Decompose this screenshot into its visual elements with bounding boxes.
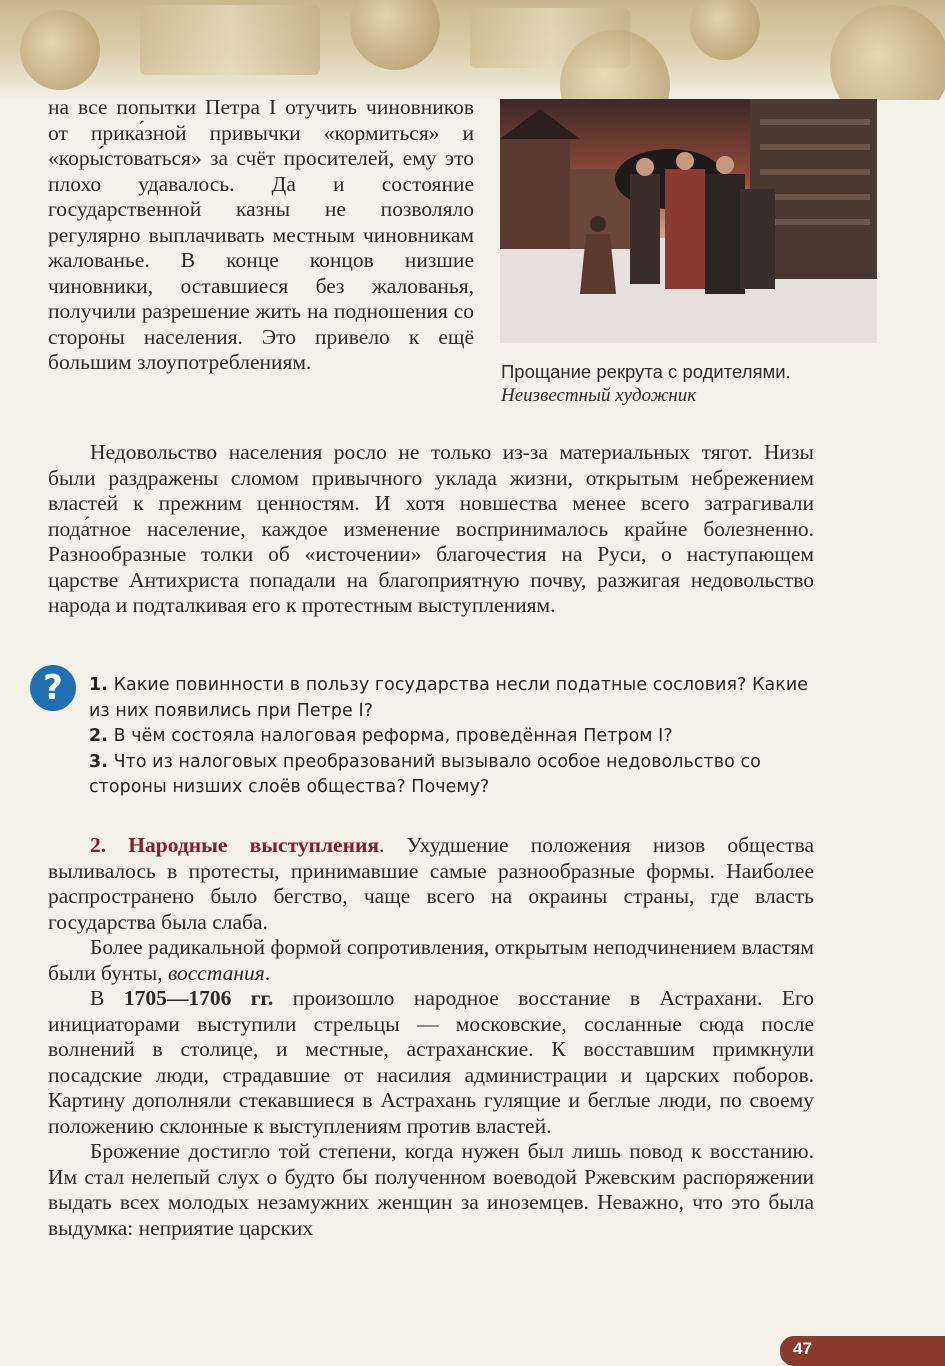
paragraph-text: . bbox=[264, 960, 271, 985]
question-item bbox=[89, 724, 829, 750]
paragraph bbox=[48, 935, 814, 986]
question-number: 2. bbox=[89, 726, 108, 746]
question-number: 3. bbox=[89, 751, 108, 772]
paragraph bbox=[48, 833, 814, 935]
paragraph: Недовольство населения росло не только из-за материальных тягот. Низы были раздражены сломом привычного уклада жизни, открытым небрежением властей к прежним ценностям. И хотя новшества менее всего затрагивали пода́тное население, каждое изменение воспринималось крайне болезненно. Разнообразные толки об «источении» благочестия на Руси, о наступающем царстве Антихриста попадали на благоприятную почву, разжигая недовольство народа и подталкивая его к протестным выступлениям. bbox=[48, 440, 814, 617]
page-number: 47 bbox=[793, 1339, 812, 1358]
question-item bbox=[89, 750, 829, 801]
coin-decoration bbox=[350, 0, 440, 70]
paragraph-text: Более радикальной формой сопротивления, открытым неподчинением властям были бунты, bbox=[48, 935, 814, 985]
paragraph: на все попытки Петра I отучить чиновников от прика́зной привычки «кормиться» и «коры́стоваться» за счёт просителей, ему это плохо удавалось. Да и состояние государственной казны не позволяло регулярно выплачивать местным чиновникам жалованье. В конце концов низшие чиновники, оставшиеся без жалованья, получили разрешение жить на подношения со стороны населения. Это привело к ещё большим злоупотреблениям. bbox=[48, 95, 474, 374]
painting-illustration bbox=[500, 99, 877, 343]
intro-column bbox=[48, 95, 474, 376]
caption-author: Неизвестный художник bbox=[501, 385, 697, 406]
caption-title: Прощание рекрута с родителями. bbox=[501, 361, 791, 382]
paragraph-text: В bbox=[90, 986, 124, 1010]
paragraph bbox=[48, 986, 814, 1139]
question-number: 1. bbox=[89, 675, 108, 695]
date: 1705—1706 гг. bbox=[123, 986, 274, 1010]
term: восстания bbox=[167, 960, 265, 985]
medal-decoration bbox=[830, 5, 945, 100]
coin-decoration bbox=[20, 10, 100, 90]
paragraph-text: . Ухудшение положения низов общества выливалось в протесты, принимавшие самые разнообразные формы. Наиболее распространено было бегство, чаще всего на окраины страны, где власть государства была слаба. bbox=[48, 833, 814, 934]
section-block bbox=[48, 833, 814, 1241]
question-text: Какие повинности в пользу государства несли податные сословия? Какие из них появились при Петре I? bbox=[89, 675, 809, 721]
question-icon: ? bbox=[30, 665, 76, 711]
header-decoration bbox=[0, 0, 945, 100]
question-item bbox=[89, 673, 829, 724]
paragraph-text: произошло народное восстание в Астрахани. Его инициаторами выступили стрельцы — московские, сосланные сюда после волнений в столице, и местные, астраханские. К восставшим примкнули посадские люди, страдавшие от насилия администрации и царских поборов. Картину дополняли стекавшиеся в Астрахань гулящие и беглые люди, по своему положению склонные к выступлениям против властей. bbox=[48, 986, 814, 1138]
question-text: В чём состояла налоговая реформа, проведённая Петром I? bbox=[113, 726, 673, 746]
review-questions bbox=[89, 673, 829, 801]
paragraph-block bbox=[48, 440, 814, 619]
document-decoration bbox=[140, 5, 320, 75]
section-heading: 2. Народные выступления bbox=[90, 833, 380, 857]
question-text: Что из налоговых преобразований вызывало особое недовольство со стороны низших слоёв общества? Почему? bbox=[89, 751, 761, 797]
coin-decoration bbox=[690, 0, 760, 60]
paragraph: Брожение достигло той степени, когда нужен был лишь повод к восстанию. Им стал нелепый слух о будто бы полученном воеводой Ржевским распоряжении выдать всех молодых незамужних женщин за иноземцев. Неважно, что это была выдумка: неприятие царских bbox=[48, 1139, 814, 1240]
figure-caption bbox=[501, 360, 881, 408]
